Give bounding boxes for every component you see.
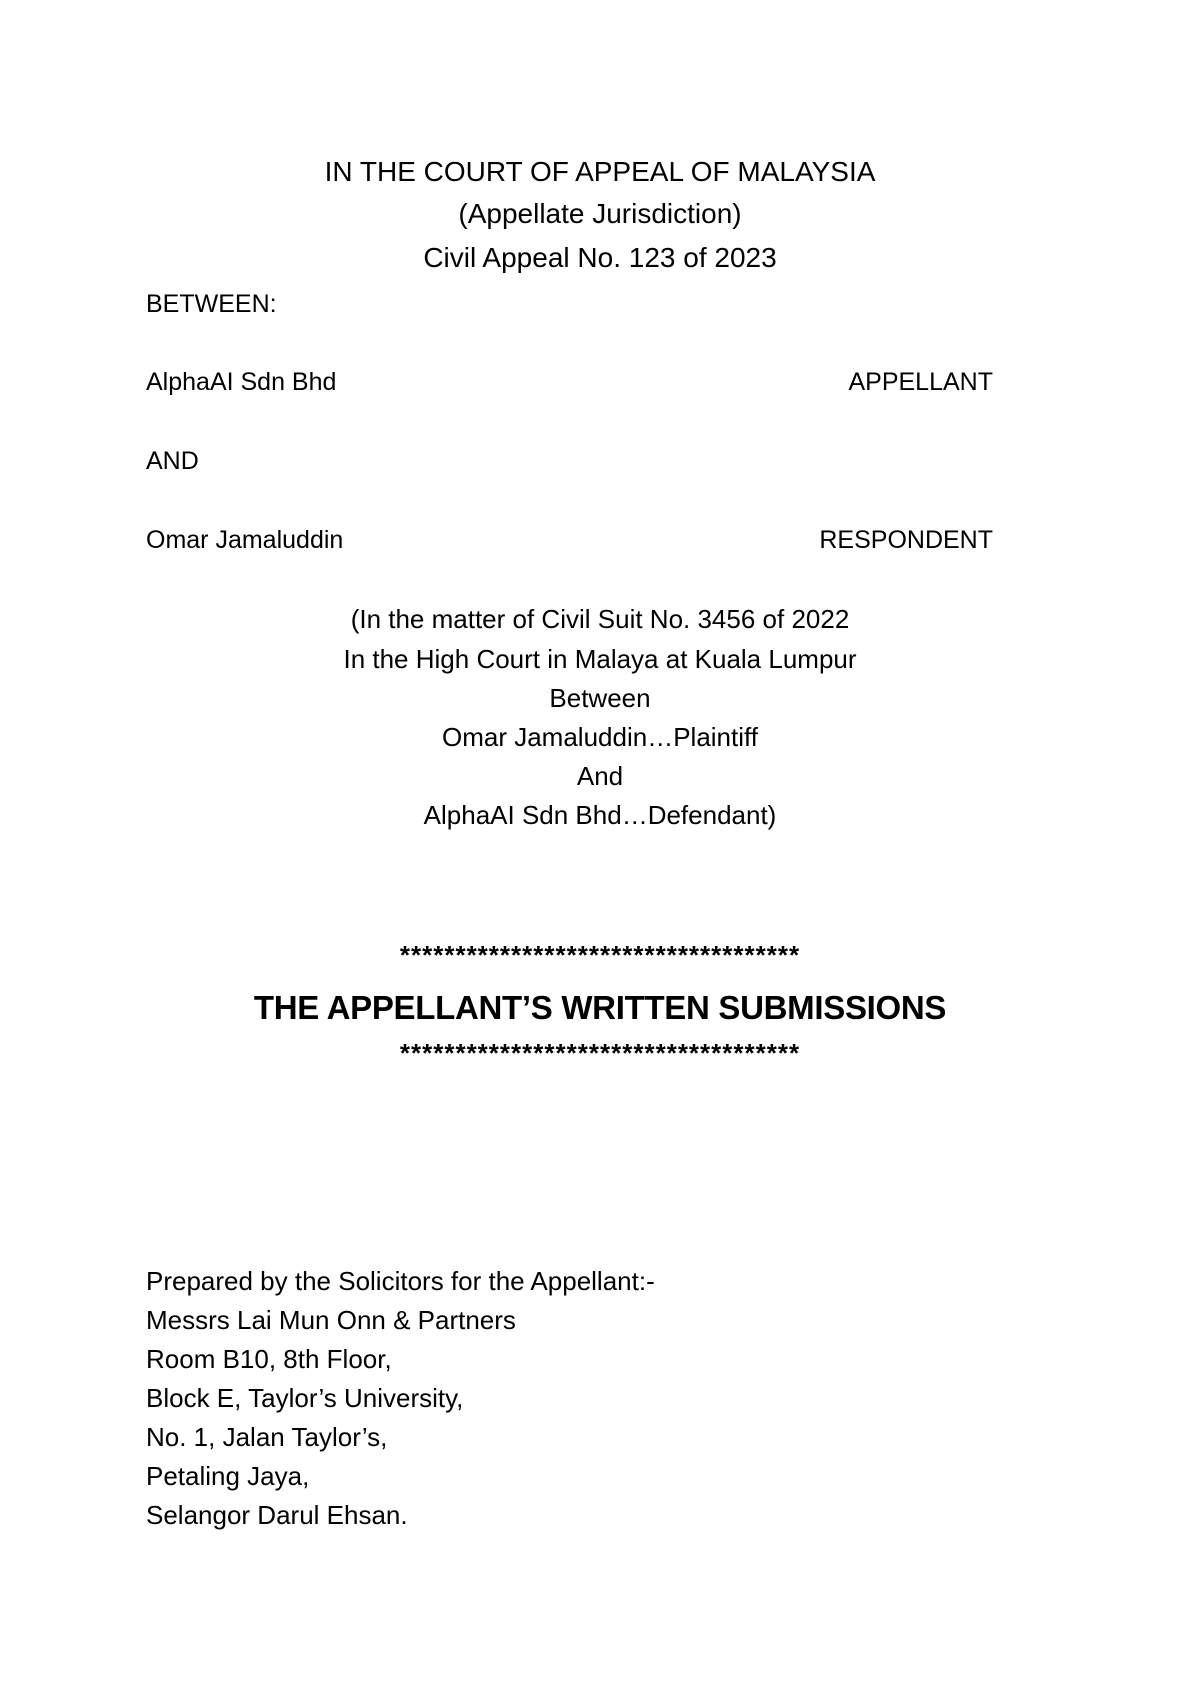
stars-divider-top: ************************************ [399, 940, 801, 970]
matter-line-3: Between [549, 683, 651, 713]
respondent-role: RESPONDENT [819, 526, 993, 554]
address-line-room: Room B10, 8th Floor, [146, 1344, 392, 1374]
address-line-street: No. 1, Jalan Taylor’s, [146, 1422, 388, 1452]
appeal-number: Civil Appeal No. 123 of 2023 [423, 242, 777, 273]
matter-line-6: AlphaAI Sdn Bhd…Defendant) [423, 800, 777, 830]
appellant-role: APPELLANT [848, 368, 993, 396]
address-line-block: Block E, Taylor’s University, [146, 1383, 464, 1413]
matter-line-2: In the High Court in Malaya at Kuala Lumpur [343, 644, 857, 674]
respondent-name: Omar Jamaluddin [146, 526, 344, 554]
address-line-city: Petaling Jaya, [146, 1461, 310, 1491]
address-line-state: Selangor Darul Ehsan. [146, 1500, 408, 1530]
appellant-name: AlphaAI Sdn Bhd [146, 368, 337, 396]
document-title: THE APPELLANT’S WRITTEN SUBMISSIONS [253, 989, 947, 1026]
stars-divider-bottom: ************************************ [399, 1038, 801, 1068]
firm-name: Messrs Lai Mun Onn & Partners [146, 1305, 516, 1335]
matter-line-5: And [576, 761, 624, 791]
matter-line-4: Omar Jamaluddin…Plaintiff [442, 722, 758, 752]
jurisdiction: (Appellate Jurisdiction) [458, 198, 742, 229]
prepared-by: Prepared by the Solicitors for the Appellant:- [146, 1266, 655, 1296]
court-name: IN THE COURT OF APPEAL OF MALAYSIA [324, 156, 876, 187]
and-label: AND [146, 447, 199, 475]
between-label: BETWEEN: [146, 290, 277, 318]
matter-line-1: (In the matter of Civil Suit No. 3456 of 2022 [350, 604, 850, 634]
